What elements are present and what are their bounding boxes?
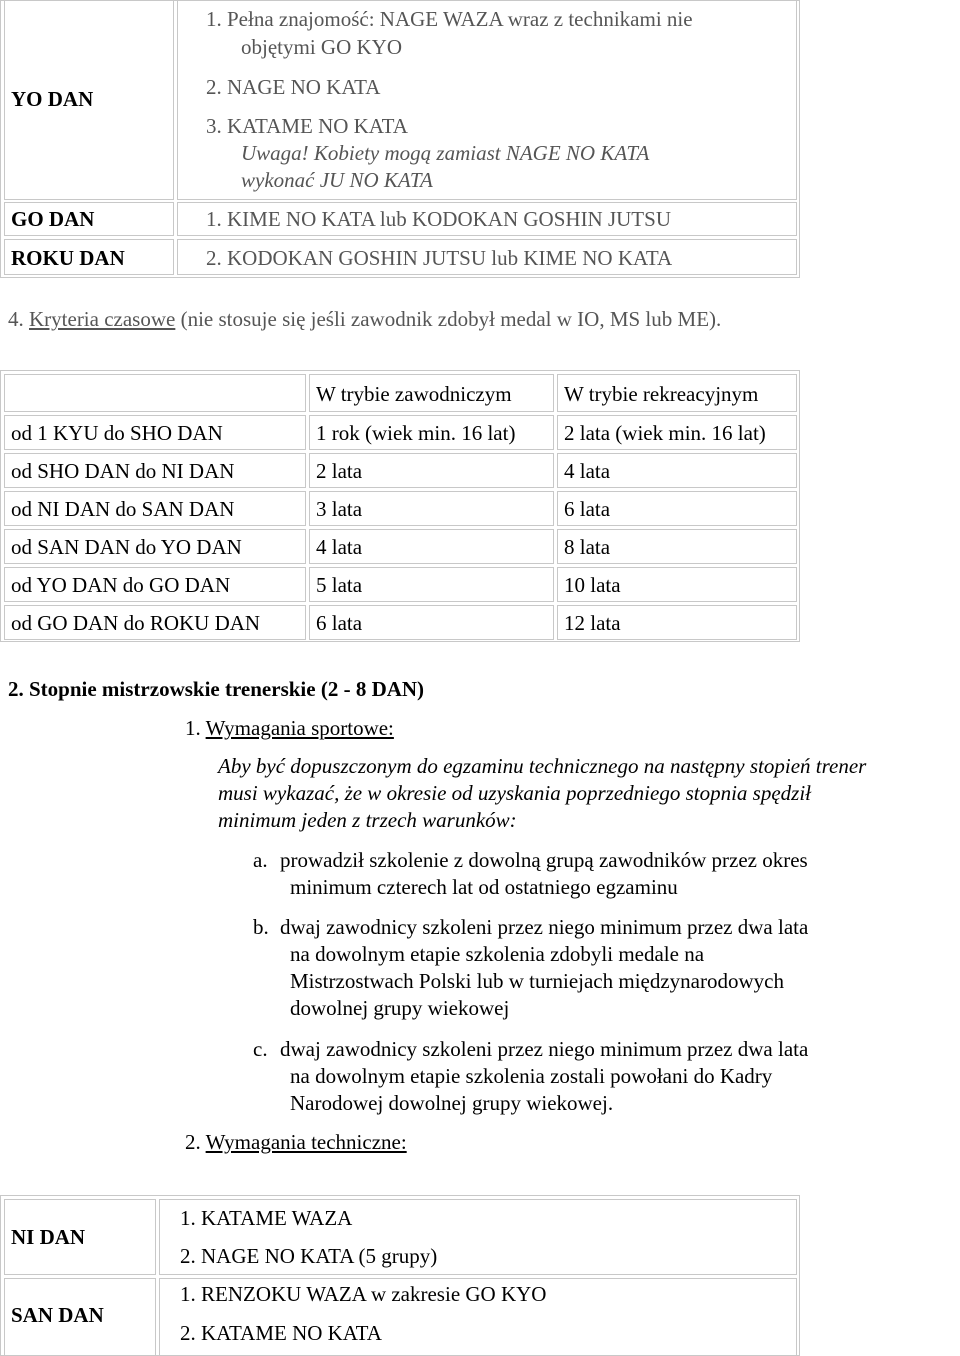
rank-label: SAN DAN <box>11 1303 104 1327</box>
rank-label: YO DAN <box>11 87 94 111</box>
cell-value: 10 lata <box>564 573 621 597</box>
row-label: od SHO DAN do NI DAN <box>11 459 235 483</box>
cell-value: 12 lata <box>564 611 621 635</box>
section-title: Stopnie mistrzowskie trenerskie (2 - 8 DAN) <box>29 677 425 701</box>
intro-line: Aby być dopuszczonym do egzaminu technicznego na następny stopień trener <box>218 754 867 778</box>
list-marker: c. <box>253 1037 268 1061</box>
table-cell <box>309 567 554 602</box>
requirement-line: 2. KODOKAN GOSHIN JUTSU lub KIME NO KATA <box>206 246 673 270</box>
rank-label: ROKU DAN <box>11 246 125 270</box>
requirement-line: 2. NAGE NO KATA <box>206 75 381 99</box>
table-cell <box>309 491 554 526</box>
table-cell <box>557 567 797 602</box>
cell-value: 5 lata <box>316 573 363 597</box>
cell-value: 1 rok (wiek min. 16 lat) <box>316 421 516 445</box>
requirement-line: objętymi GO KYO <box>241 35 402 59</box>
rank-label: GO DAN <box>11 207 95 231</box>
cell-content-ni-dan <box>159 1199 797 1275</box>
technical-requirements-heading <box>185 1128 407 1156</box>
cell-content-roku-dan <box>177 239 797 275</box>
row-label: od NI DAN do SAN DAN <box>11 497 235 521</box>
section-2-heading <box>8 675 424 703</box>
row-label: od YO DAN do GO DAN <box>11 573 231 597</box>
list-marker: b. <box>253 915 269 939</box>
row-label: od GO DAN do ROKU DAN <box>11 611 261 635</box>
list-item-line: dowolnej grupy wiekowej <box>290 996 510 1020</box>
table-cell <box>309 529 554 564</box>
cell-label-roku-dan <box>4 239 174 275</box>
note-line: wykonać JU NO KATA <box>241 168 433 192</box>
list-item-line: Mistrzostwach Polski lub w turniejach międzynarodowych <box>290 969 784 993</box>
requirement-line: 1. RENZOKU WAZA w zakresie GO KYO <box>180 1282 547 1306</box>
table-cell <box>557 605 797 640</box>
technical-requirements-link[interactable]: Wymagania techniczne: <box>205 1130 407 1154</box>
column-header: W trybie zawodniczym <box>316 382 512 406</box>
list-item-line: Narodowej dowolnej grupy wiekowej. <box>290 1091 614 1115</box>
list-item-line: dwaj zawodnicy szkoleni przez niego minimum przez dwa lata <box>280 1037 809 1061</box>
row-label: od SAN DAN do YO DAN <box>11 535 242 559</box>
cell-label-yo-dan <box>4 0 174 200</box>
table-cell <box>557 491 797 526</box>
criteria-link[interactable]: Kryteria czasowe <box>29 307 176 331</box>
list-item-line: prowadził szkolenie z dowolną grupą zawodników przez okres <box>280 848 808 872</box>
table-cell <box>557 415 797 450</box>
table-row-label <box>4 453 306 488</box>
list-marker: a. <box>253 848 268 872</box>
cell-value: 3 lata <box>316 497 363 521</box>
section-text: (nie stosuje się jeśli zawodnik zdobył medal w IO, MS lub ME). <box>180 307 722 331</box>
intro-line: minimum jeden z trzech warunków: <box>218 808 517 832</box>
header-cell-recreational <box>557 374 797 412</box>
sport-requirements-heading <box>185 714 394 742</box>
note-line: Uwaga! Kobiety mogą zamiast NAGE NO KATA <box>241 141 650 165</box>
table-cell <box>557 453 797 488</box>
cell-value: 2 lata (wiek min. 16 lat) <box>564 421 766 445</box>
table-cell <box>557 529 797 564</box>
requirement-line: 3. KATAME NO KATA <box>206 114 408 138</box>
cell-value: 8 lata <box>564 535 611 559</box>
table-row-label <box>4 567 306 602</box>
section-4-heading <box>8 307 721 331</box>
header-cell-competitive <box>309 374 554 412</box>
cell-value: 4 lata <box>564 459 611 483</box>
cell-content-go-dan <box>177 202 797 236</box>
list-item-line: dwaj zawodnicy szkoleni przez niego minimum przez dwa lata <box>280 915 809 939</box>
requirement-line: 2. NAGE NO KATA (5 grupy) <box>180 1244 438 1268</box>
rank-label: NI DAN <box>11 1225 86 1249</box>
cell-content-yo-dan <box>177 0 797 200</box>
cell-content-san-dan <box>159 1278 797 1356</box>
list-item-line: na dowolnym etapie szkolenia zdobyli medale na <box>290 942 705 966</box>
row-label: od 1 KYU do SHO DAN <box>11 421 223 445</box>
requirement-line: 2. KATAME NO KATA <box>180 1321 382 1345</box>
table-row-label <box>4 605 306 640</box>
table-row-label <box>4 529 306 564</box>
table-cell <box>309 605 554 640</box>
cell-label-ni-dan <box>4 1199 156 1275</box>
cell-label-san-dan <box>4 1278 156 1356</box>
intro-line: musi wykazać, że w okresie od uzyskania poprzedniego stopnia spędził <box>218 781 811 805</box>
section-number: 2. <box>8 677 24 701</box>
table-row-label <box>4 491 306 526</box>
requirement-line: 1. KATAME WAZA <box>180 1206 353 1230</box>
subsection-number: 2. <box>185 1130 201 1154</box>
cell-value: 6 lata <box>316 611 363 635</box>
subsection-number: 1. <box>185 716 201 740</box>
cell-label-go-dan <box>4 202 174 236</box>
requirement-line: 1. KIME NO KATA lub KODOKAN GOSHIN JUTSU <box>206 207 671 231</box>
list-item-line: na dowolnym etapie szkolenia zostali powołani do Kadry <box>290 1064 773 1088</box>
column-header: W trybie rekreacyjnym <box>564 382 759 406</box>
cell-value: 2 lata <box>316 459 363 483</box>
cell-value: 4 lata <box>316 535 363 559</box>
cell-value: 6 lata <box>564 497 611 521</box>
sport-requirements-link[interactable]: Wymagania sportowe: <box>205 716 394 740</box>
requirement-line: 1. Pełna znajomość: NAGE WAZA wraz z technikami nie <box>206 7 693 31</box>
section-number: 4. <box>8 307 24 331</box>
table-cell <box>309 415 554 450</box>
header-cell-empty <box>4 374 306 412</box>
table-cell <box>309 453 554 488</box>
list-item-line: minimum czterech lat od ostatniego egzaminu <box>290 875 678 899</box>
table-row-label <box>4 415 306 450</box>
